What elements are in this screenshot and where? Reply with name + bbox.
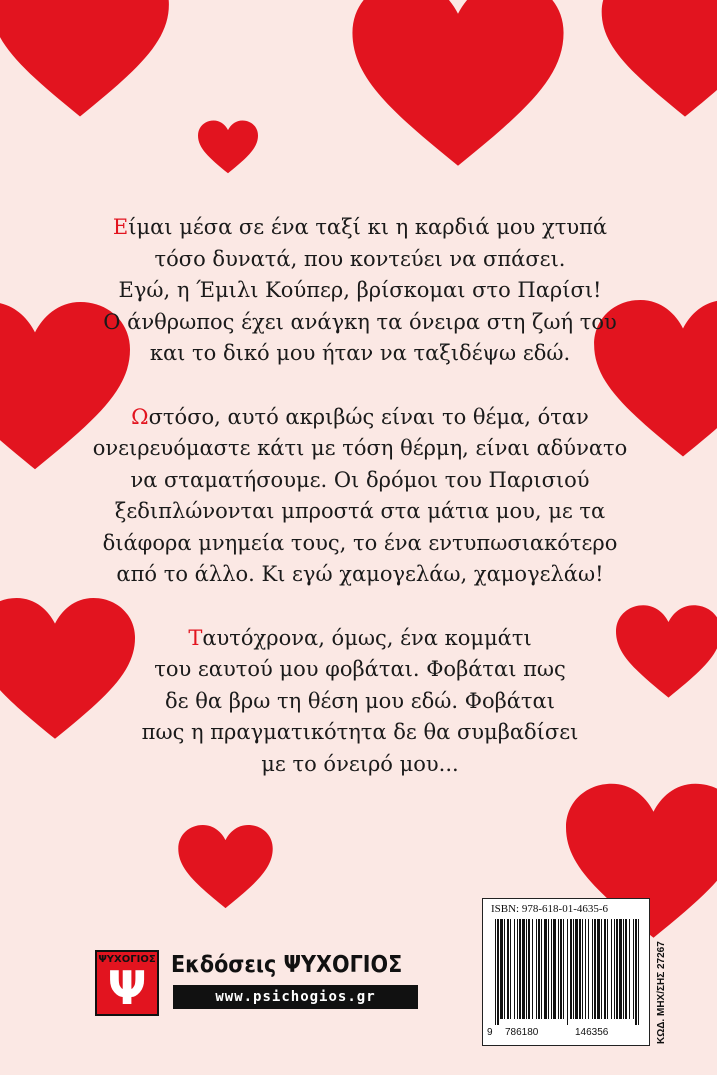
blurb-line: Ωστόσο, αυτό ακριβώς είναι το θέμα, όταν	[131, 404, 589, 429]
barcode-digit-group: 786180	[505, 1027, 539, 1038]
barcode-bar	[601, 919, 602, 1019]
barcode-bar	[575, 919, 578, 1019]
barcode-bar	[522, 919, 525, 1019]
barcode-bar	[495, 919, 496, 1025]
barcode-bar	[497, 919, 499, 1025]
barcode-bar	[510, 919, 511, 1019]
blurb-line: Είμαι μέσα σε ένα ταξί κι η καρδιά μου χτυπά	[112, 215, 608, 239]
barcode-bar	[563, 919, 564, 1019]
barcode-bar	[548, 919, 549, 1019]
blurb-line: από το άλλο. Κι εγώ χαμογελάω, χαμογελάω!	[116, 562, 604, 586]
drop-initial: Ε	[112, 215, 129, 239]
barcode-bar	[500, 919, 503, 1019]
psi-logo-icon: Ψ	[107, 961, 147, 1015]
blurb-line: τόσο δυνατά, που κοντεύει να σπάσει.	[154, 246, 566, 271]
barcode-bar	[573, 919, 574, 1019]
barcode-bar	[553, 919, 556, 1019]
barcode-bar	[592, 919, 593, 1019]
blurb-line: του εαυτού μου φοβάται. Φοβάται πως	[154, 657, 566, 681]
barcode-digit-group: 9	[487, 1027, 493, 1038]
barcode-digit-group: 146356	[575, 1027, 609, 1038]
barcode-bar	[597, 919, 600, 1019]
publisher-logo-word: ΨΥΧΟΓΙΟΣ	[98, 954, 156, 965]
drop-initial: Τ	[188, 625, 203, 650]
barcode-bar	[633, 919, 634, 1019]
barcode-bar	[588, 919, 589, 1019]
barcode-bar	[570, 919, 572, 1019]
barcode-bar	[623, 919, 624, 1019]
barcode-bar	[517, 919, 518, 1019]
barcode-bar	[607, 919, 608, 1019]
barcode-bar	[526, 919, 527, 1019]
blurb-text	[60, 212, 660, 812]
barcode-bar	[579, 919, 581, 1019]
blurb-paragraph-3	[60, 623, 660, 781]
barcode-bar	[528, 919, 530, 1019]
barcode-bar	[519, 919, 521, 1019]
blurb-line: και το δικό μου ήταν να ταξιδέψω εδώ.	[149, 341, 571, 365]
barcode-bar	[635, 919, 637, 1025]
heart-small-top-icon	[198, 120, 258, 175]
blurb-line: διάφορα μνημεία τους, το ένα εντυπωσιακότερο	[102, 530, 618, 555]
barcode-bar	[504, 919, 505, 1019]
blurb-line: ονειρευόμαστε κάτι με τόση θέρμη, είναι αδύνατο	[92, 436, 628, 460]
heart-top-right-icon	[600, 0, 717, 120]
barcode-bar	[585, 919, 586, 1019]
drop-initial: Ω	[131, 404, 149, 429]
publisher-url[interactable]: www.psichogios.gr	[173, 985, 418, 1009]
barcode-bar	[638, 919, 639, 1025]
barcode-bar	[619, 919, 622, 1019]
heart-top-center-icon	[328, 0, 588, 170]
blurb-paragraph-2	[60, 402, 660, 591]
barcode-bar	[625, 919, 627, 1019]
barcode-bars-icon	[493, 919, 641, 1025]
barcode-bar	[582, 919, 583, 1019]
publisher-name: Εκδόσεις ΨΥΧΟΓΙΟΣ	[171, 952, 403, 978]
blurb-line: ξεδιπλώνονται μπροστά στα μάτια μου, με τα	[114, 499, 606, 523]
barcode-bar	[551, 919, 552, 1019]
blurb-line: Εγώ, η Έμιλι Κούπερ, βρίσκομαι στο Παρίσι!	[118, 278, 602, 302]
blurb-line: να σταματήσουμε. Οι δρόμοι του Παρισιού	[130, 467, 590, 492]
barcode-bar	[536, 919, 537, 1019]
barcode-bar	[544, 919, 547, 1019]
product-code: ΚΩΔ. ΜΗΧ/ΣΗΣ 27267	[656, 941, 667, 1044]
publisher-logo	[95, 950, 159, 1016]
barcode-bar	[560, 919, 562, 1019]
barcode-bar	[594, 919, 596, 1019]
blurb-line: Ταυτόχρονα, όμως, ένα κομμάτι	[188, 625, 532, 650]
barcode-bar	[567, 919, 568, 1025]
barcode-bar	[604, 919, 606, 1019]
barcode-bar	[629, 919, 630, 1019]
barcode-bar	[616, 919, 618, 1019]
barcode-bar	[614, 919, 615, 1019]
barcode-bar	[507, 919, 509, 1019]
blurb-line: δε θα βρω τη θέση μου εδώ. Φοβάται	[165, 688, 555, 713]
barcode-bar	[514, 919, 515, 1019]
barcode-bar	[541, 919, 542, 1019]
barcode-bar	[611, 919, 612, 1019]
barcode-bar	[538, 919, 540, 1019]
blurb-line: με το όνειρό μου...	[261, 751, 459, 776]
blurb-paragraph-1	[60, 212, 660, 370]
isbn-label: ISBN: 978-618-01-4635-6	[491, 903, 609, 915]
blurb-line: πως η πραγματικότητα δε θα συμβαδίσει	[141, 720, 579, 744]
heart-bottom-left-icon	[178, 825, 273, 910]
barcode-box	[482, 898, 650, 1046]
heart-top-left-icon	[0, 0, 170, 120]
barcode-bar	[532, 919, 533, 1019]
blurb-line: Ο άνθρωπος έχει ανάγκη τα όνειρα στη ζωή του	[103, 309, 617, 334]
barcode-bar	[558, 919, 559, 1019]
